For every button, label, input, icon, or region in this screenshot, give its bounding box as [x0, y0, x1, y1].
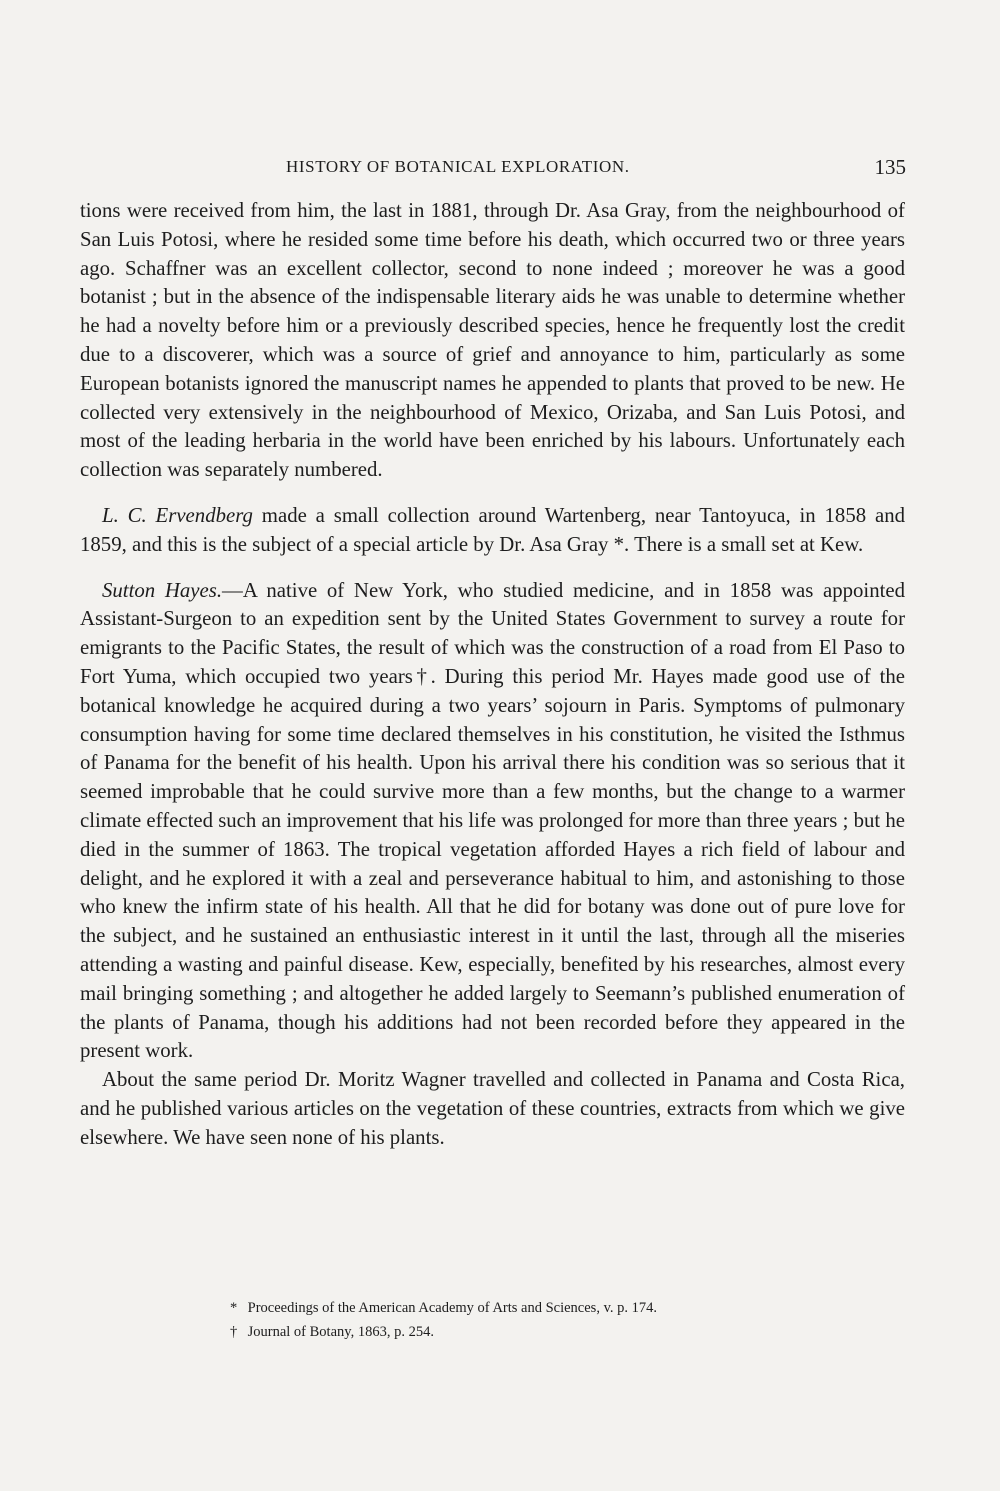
footnote-text: Journal of Botany, 1863, p. 254. [247, 1324, 434, 1340]
footnote [230, 1296, 880, 1320]
page-number: 135 [874, 155, 906, 179]
paragraph-text: —A native of New York, who studied medicine, and in 1858 was appointed Assistant-Surgeon to an expedition sent by the United States Government to survey a route for emigrants to the Pacific States, the result of which was the construction of a road from El Paso to Fort Yuma, which occupied two years†. During this period Mr. Hayes made good use of the botanical knowledge he acquired during a two years’ sojourn in Paris. Symptoms of pulmonary consumption having for some time declared themselves in his constitution, he visited the Isthmus of Panama for the benefit of his health. Upon his arrival there his condition was so serious that it seemed improbable that he could survive more than a few months, but the change to a warmer climate effected such an improvement that his life was prolonged for more than three years ; but he died in the summer of 1863. The tropical vegetation afforded Hayes a rich field of labour and delight, and he explored it with a zeal and perseverance habitual to him, and astonishing to those who knew the infirm state of his health. All that he did for botany was done out of pure love for the subject, and he sustained an enthusiastic interest in it until the last, through all the miseries attending a wasting and painful disease. Kew, especially, benefited by his researches, almost every mail bringing something ; and altogether he added largely to Seemann’s published enumeration of the plants of Panama, though his additions had not been recorded before they appeared in the present work. [80, 578, 906, 1063]
paragraph-text: made a small collection around Wartenberg, near Tantoyuca, in 1858 and 1859, and this is the subject of a special article by Dr. Asa Gray *. There is a small set at Kew. [80, 503, 905, 556]
running-header [80, 152, 906, 186]
body-text [80, 197, 905, 1153]
paragraph-text: tions were received from him, the last in 1881, through Dr. Asa Gray, from the neighbourhood of San Luis Potosi, where he resided some time before his death, which occurred two or three years ago. Schaffner was an excellent collector, second to none indeed ; moreover he was a good botanist ; but in the absence of the indispensable literary aids he was unable to determine whether he had a novelty before him or a previously described species, hence he frequently lost the credit due to a discoverer, which was a source of grief and annoyance to him, particularly as some European botanists ignored the manuscript names he appended to plants that proved to be new. He collected very extensively in the neighbourhood of Mexico, Orizaba, and San Luis Potosi, and most of the leading herbaria in the world have been enriched by his labours. Unfortunately each collection was separately numbered. [80, 199, 905, 482]
footnote-mark: † [230, 1324, 238, 1340]
paragraph-schaffner-continued [80, 197, 905, 485]
paragraph-text: About the same period Dr. Moritz Wagner travelled and collected in Panama and Costa Rica, and he published various articles on the vegetation of these countries, extracts from which we give elsewhere. We have seen none of his plants. [80, 1068, 905, 1149]
paragraph-lead-name: Sutton Hayes. [102, 578, 223, 602]
running-title: HISTORY OF BOTANICAL EXPLORATION. [286, 157, 630, 176]
paragraph-moritz-wagner [80, 1066, 905, 1152]
paragraph-ervendberg [80, 502, 905, 560]
footnote-text: Proceedings of the American Academy of Arts and Sciences, v. p. 174. [247, 1300, 658, 1316]
paragraph-lead-name: L. C. Ervendberg [102, 503, 253, 527]
footnotes [230, 1296, 880, 1344]
footnote [230, 1320, 880, 1344]
paragraph-sutton-hayes [80, 577, 905, 1067]
footnote-mark: * [230, 1300, 238, 1316]
